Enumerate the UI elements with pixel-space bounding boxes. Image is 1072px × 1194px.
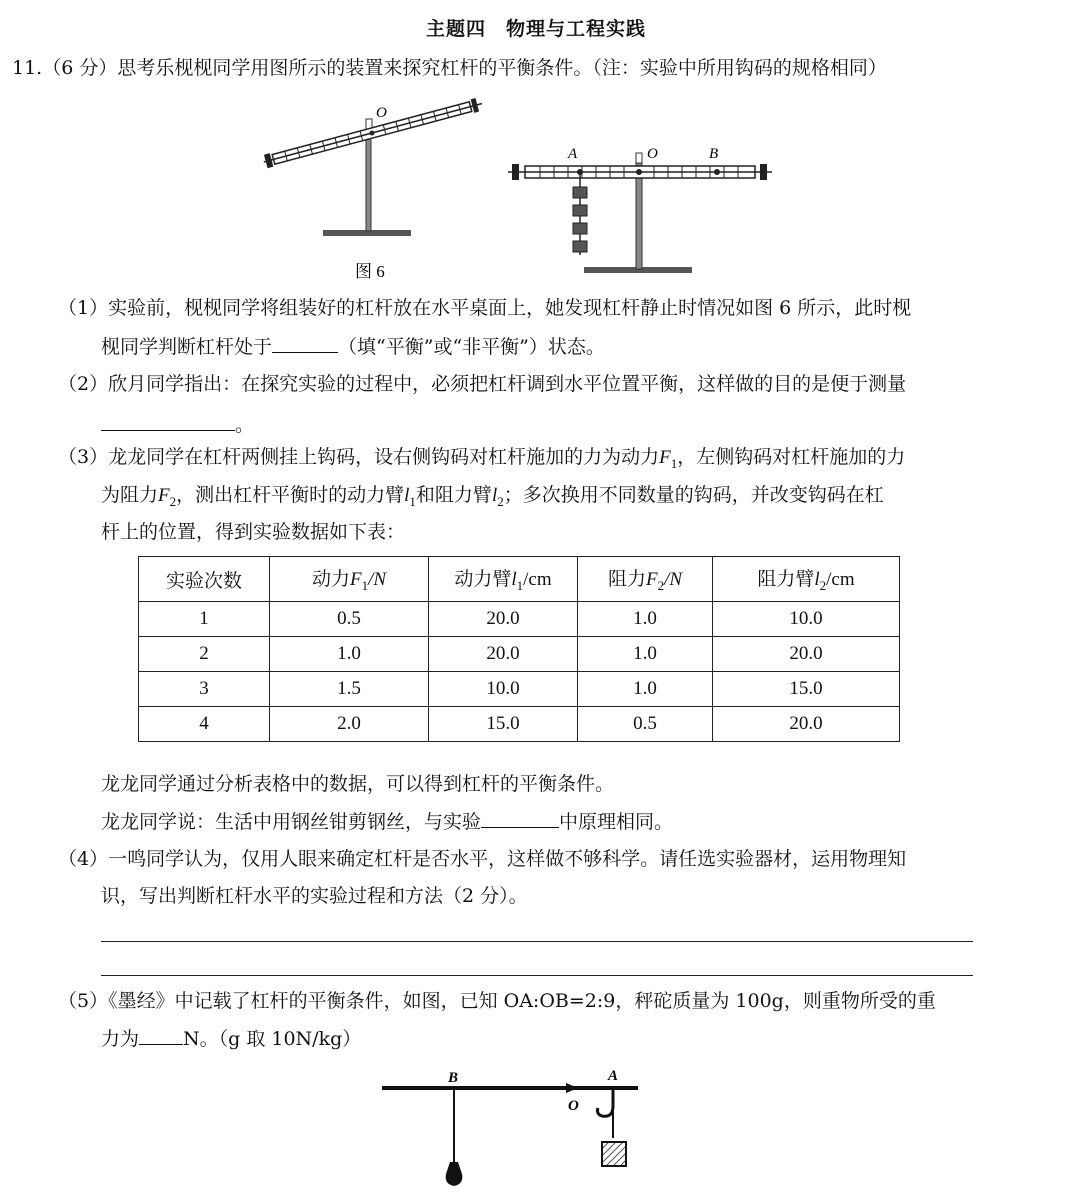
question-stem	[12, 54, 887, 82]
table-cell: 10.0	[713, 602, 900, 637]
table-cell: 3	[139, 672, 270, 707]
header-load-force	[578, 557, 713, 602]
part-3-text-e: 和阻力臂	[415, 484, 492, 506]
label-o-tilted: O	[376, 105, 387, 121]
table-row	[139, 707, 900, 742]
part-2-line-1: （2）欣月同学指出：在探究实验的过程中，必须把杠杆调到水平位置平衡，这样做的目的是便于测量	[58, 373, 907, 395]
answer-blank-3[interactable]	[481, 807, 559, 828]
part-4-line-2: 识，写出判断杠杆水平的实验过程和方法（2 分）。	[101, 885, 528, 907]
header-unit: /N	[368, 569, 387, 591]
part-3-line-1	[58, 443, 905, 478]
figure-steelyard	[370, 1062, 660, 1192]
part-1-line-1: （1）实验前，枧枧同学将组装好的杠杆放在水平桌面上，她发现杠杆静止时情况如图 6 所示，此时枧	[58, 297, 912, 319]
question-score: （6 分）	[42, 57, 118, 79]
header-subscript: 2	[819, 577, 827, 593]
counterweight	[446, 1162, 463, 1186]
table-cell: 20.0	[713, 707, 900, 742]
hook	[598, 1088, 614, 1116]
table-cell: 1.5	[270, 672, 429, 707]
table-cell: 1.0	[578, 672, 713, 707]
table-cell: 2	[139, 637, 270, 672]
part-5-line-2	[101, 1024, 361, 1053]
header-effort-force	[270, 557, 429, 602]
table-row	[139, 637, 900, 672]
part-3-text-d: ，测出杠杆平衡时的动力臂	[176, 484, 405, 506]
header-effort-arm	[429, 557, 578, 602]
symbol-f: F	[659, 447, 671, 468]
header-subscript: 1	[516, 577, 524, 593]
pliers-text-after: 中原理相同。	[559, 811, 674, 833]
balanced-lever-apparatus	[508, 146, 772, 273]
part-3-pliers-line	[101, 807, 673, 836]
symbol-f2	[158, 485, 177, 509]
part-5-line-1: （5）《墨经》中记载了杠杆的平衡条件，如图，已知 OA:OB=2:9，秤砣质量为 100g，则重物所受的重	[58, 990, 936, 1012]
part-4-line-1: （4）一鸣同学认为，仅用人眼来确定杠杆是否水平，这样做不够科学。请任选实验器材，运用物理知	[58, 848, 907, 870]
subscript-2: 2	[169, 493, 177, 509]
table-cell: 2.0	[270, 707, 429, 742]
header-symbol-letter: l	[511, 569, 517, 591]
label-b: B	[709, 146, 719, 162]
answer-blank-2[interactable]	[101, 410, 235, 431]
answer-line-2[interactable]	[101, 975, 973, 976]
table-cell: 1.0	[270, 637, 429, 672]
part-1-text-before: 枧同学判断杠杆处于	[101, 336, 273, 358]
label-a: A	[568, 146, 578, 162]
header-symbol-letter: F	[645, 569, 658, 591]
header-unit: /cm	[826, 569, 855, 591]
answer-line-1[interactable]	[101, 941, 973, 942]
symbol-l2	[491, 485, 504, 509]
header-text: 阻力	[607, 569, 646, 591]
question-text: 思考乐枧枧同学用图所示的装置来探究杠杆的平衡条件。（注：实验中所用钩码的规格相同）	[117, 57, 887, 79]
part-3-text-f: ；多次换用不同数量的钩码，并改变钩码在杠	[503, 484, 884, 506]
part-1-text-after: （填“平衡”或“非平衡”）状态。	[338, 336, 605, 358]
symbol-l: l	[404, 485, 410, 506]
table-header-row	[139, 557, 900, 602]
header-subscript: 1	[361, 577, 369, 593]
subscript-1: 1	[409, 493, 416, 509]
header-load-arm	[713, 557, 900, 602]
symbol-l: l	[491, 485, 498, 506]
table-row	[139, 602, 900, 637]
table-cell: 1.0	[578, 637, 713, 672]
header-symbol-letter: l	[814, 569, 820, 591]
section-title: 主题四 物理与工程实践	[425, 18, 646, 40]
part-3-line-2	[101, 481, 884, 516]
header-subscript: 2	[657, 577, 665, 593]
table-cell: 20.0	[713, 637, 900, 672]
table-cell: 15.0	[429, 707, 578, 742]
part-3-text-b: ，左侧钩码对杠杆施加的力	[677, 446, 906, 468]
question-number: 11.	[12, 57, 43, 79]
table-cell: 20.0	[429, 602, 578, 637]
label-o: O	[647, 146, 658, 162]
label-a-steelyard: A	[608, 1068, 619, 1084]
header-symbol	[814, 569, 827, 593]
part-3-text-c: 为阻力	[101, 484, 159, 506]
header-symbol-letter: F	[349, 569, 362, 591]
header-trial	[139, 557, 270, 602]
table-cell: 1.0	[578, 602, 713, 637]
header-unit: /cm	[523, 569, 552, 591]
subscript-1: 1	[670, 455, 678, 471]
part-3-text-a: （3）龙龙同学在杠杆两侧挂上钩码，设右侧钩码对杠杆施加的力为动力	[58, 446, 660, 468]
header-text: 实验次数	[165, 570, 242, 592]
header-symbol	[511, 569, 524, 593]
header-text: 动力臂	[454, 569, 512, 591]
part-5-text-after: N。（g 取 10N/kg）	[183, 1028, 362, 1050]
answer-blank-4[interactable]	[139, 1024, 183, 1045]
part-2-period: 。	[235, 414, 255, 436]
symbol-f: F	[158, 485, 170, 506]
table-cell: 0.5	[578, 707, 713, 742]
header-text: 阻力臂	[757, 569, 815, 591]
label-b-steelyard: B	[448, 1070, 459, 1086]
table-cell: 10.0	[429, 672, 578, 707]
part-5-text-before: 力为	[101, 1028, 140, 1050]
part-1-line-2	[101, 332, 605, 361]
tilted-lever-apparatus	[262, 97, 484, 236]
table-cell: 1	[139, 602, 270, 637]
figure-6	[250, 95, 790, 285]
pliers-text-before: 龙龙同学说：生活中用钢丝钳剪钢丝，与实验	[101, 811, 482, 833]
table-cell: 20.0	[429, 637, 578, 672]
header-text: 动力	[311, 569, 350, 591]
figure-6-caption: 图 6	[355, 262, 385, 281]
label-o-steelyard: O	[568, 1098, 579, 1114]
table-row	[139, 672, 900, 707]
part-3-line-3: 杆上的位置，得到实验数据如下表：	[101, 521, 406, 543]
table-cell: 15.0	[713, 672, 900, 707]
data-table	[138, 556, 900, 742]
symbol-f1	[659, 447, 678, 471]
part-3-conclusion: 龙龙同学通过分析表格中的数据，可以得到杠杆的平衡条件。	[101, 773, 615, 795]
symbol-l1	[404, 485, 416, 509]
table-cell: 4	[139, 707, 270, 742]
part-2-line-2	[101, 410, 254, 439]
header-symbol	[349, 569, 369, 593]
table-cell: 0.5	[270, 602, 429, 637]
header-unit: /N	[664, 569, 683, 591]
header-symbol	[645, 569, 665, 593]
heavy-object	[602, 1142, 626, 1166]
answer-blank-1[interactable]	[272, 332, 338, 353]
subscript-2: 2	[497, 493, 504, 509]
